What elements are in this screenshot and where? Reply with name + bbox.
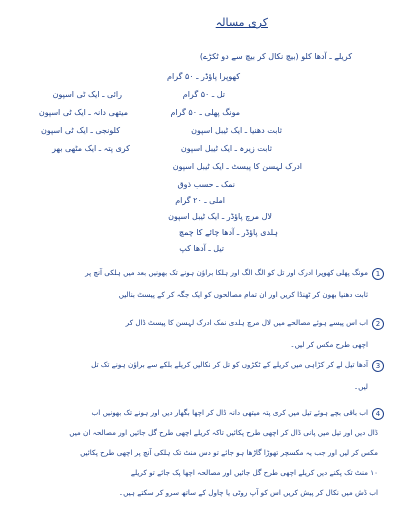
- step-line: اب باقی بچے ہوئے تیل میں کری پتہ میتھی دانہ ڈال کر اچھا بگھار دیں اور ہونے تک بھونیں اب: [91, 408, 368, 417]
- ingredient-item: املی ـ ۲۰ گرام: [175, 196, 225, 205]
- ingredient-item: کریلے ـ آدھا کلو (بیچ نکال کر بیچ سے دو ٹکڑے): [199, 52, 352, 61]
- ingredient-item: کلونجی ـ ایک ٹی اسپون: [40, 126, 120, 135]
- ingredient-item: کھوپرا پاؤڈر ـ ۵۰ گرام: [167, 72, 240, 81]
- ingredient-item: ہلدی پاؤڈر ـ آدھا چائے کا چمچ: [178, 228, 278, 237]
- ingredient-item: رائی ـ ایک ٹی اسپون: [52, 90, 122, 99]
- recipe-title: کری مسالہ: [215, 16, 268, 29]
- step-line: آدھا تیل لے کر کڑاہی میں کریلے کے ٹکڑوں کو تل کر نکالیں کریلے بلکے سے براؤن ہونے تک تل: [91, 360, 368, 369]
- step-line: مکس کر لیں اور جب یہ مکسچر تھوڑا گاڑھا ہو جائے تو دس منٹ تک ہلکی آنچ پر اچھی طرح پکائیں: [80, 448, 378, 457]
- step-line: اب اس پیسے ہوئے مصالحے میں لال مرچ ہلدی نمک ادرک لہسن کا پیسٹ ڈال کر: [125, 318, 368, 327]
- ingredient-item: ثابت زیرہ ـ ایک ٹیبل اسپون: [180, 144, 272, 153]
- ingredient-item: ادرک لہسن کا پیسٹ ـ ایک ٹیبل اسپون: [172, 162, 302, 171]
- step-line: اب ڈش میں نکال کر پیش کریں اس کو آپ روٹی یا چاول کے ساتھ سرو کر سکتے ہیں۔: [118, 488, 378, 497]
- ingredient-item: میتھی دانہ ـ ایک ٹی اسپون: [38, 108, 128, 117]
- step-number: 3: [372, 360, 384, 372]
- ingredient-item: مونگ پھلی ـ ۵۰ گرام: [170, 108, 240, 117]
- step-number: 1: [372, 268, 384, 280]
- step-number: 2: [372, 318, 384, 330]
- ingredient-item: لال مرچ پاؤڈر ـ ایک ٹیبل اسپون: [168, 212, 272, 221]
- ingredient-item: تیل ـ آدھا کپ: [179, 244, 224, 253]
- step-line: اچھی طرح مکس کر لیں۔: [290, 340, 368, 349]
- step-line: لیں۔: [353, 382, 368, 391]
- step-line: ڈال دیں اور تیل میں پانی ڈال کر اچھی طرح پکائیں تاکہ کریلے اچھی طرح گل جائیں اور مصالحہ ان میں: [69, 428, 378, 437]
- step-line: مونگ پھلی کھوپرا ادرک اور تل کو الگ الگ اور ہلکا براؤن ہونے تک بھونیں بعد میں ہلکی آنچ پر: [85, 268, 368, 277]
- ingredient-item: تل ـ ۵۰ گرام: [182, 90, 225, 99]
- step-line: ۱۰ منٹ تک پکنے دیں کریلے اچھی طرح گل جائیں اور مصالحہ اچھا پک جائے تو کریلے: [130, 468, 378, 477]
- ingredient-item: نمک ـ حسب ذوق: [177, 180, 235, 189]
- step-line: ثابت دھنیا بھون کر ٹھنڈا کریں اور ان تمام مصالحوں کو ایک جگہ کر کے پیسٹ بنالیں: [118, 290, 368, 299]
- ingredient-item: کری پتہ ـ ایک مٹھی بھر: [52, 144, 130, 153]
- step-number: 4: [372, 408, 384, 420]
- ingredient-item: ثابت دھنیا ـ ایک ٹیبل اسپون: [191, 126, 282, 135]
